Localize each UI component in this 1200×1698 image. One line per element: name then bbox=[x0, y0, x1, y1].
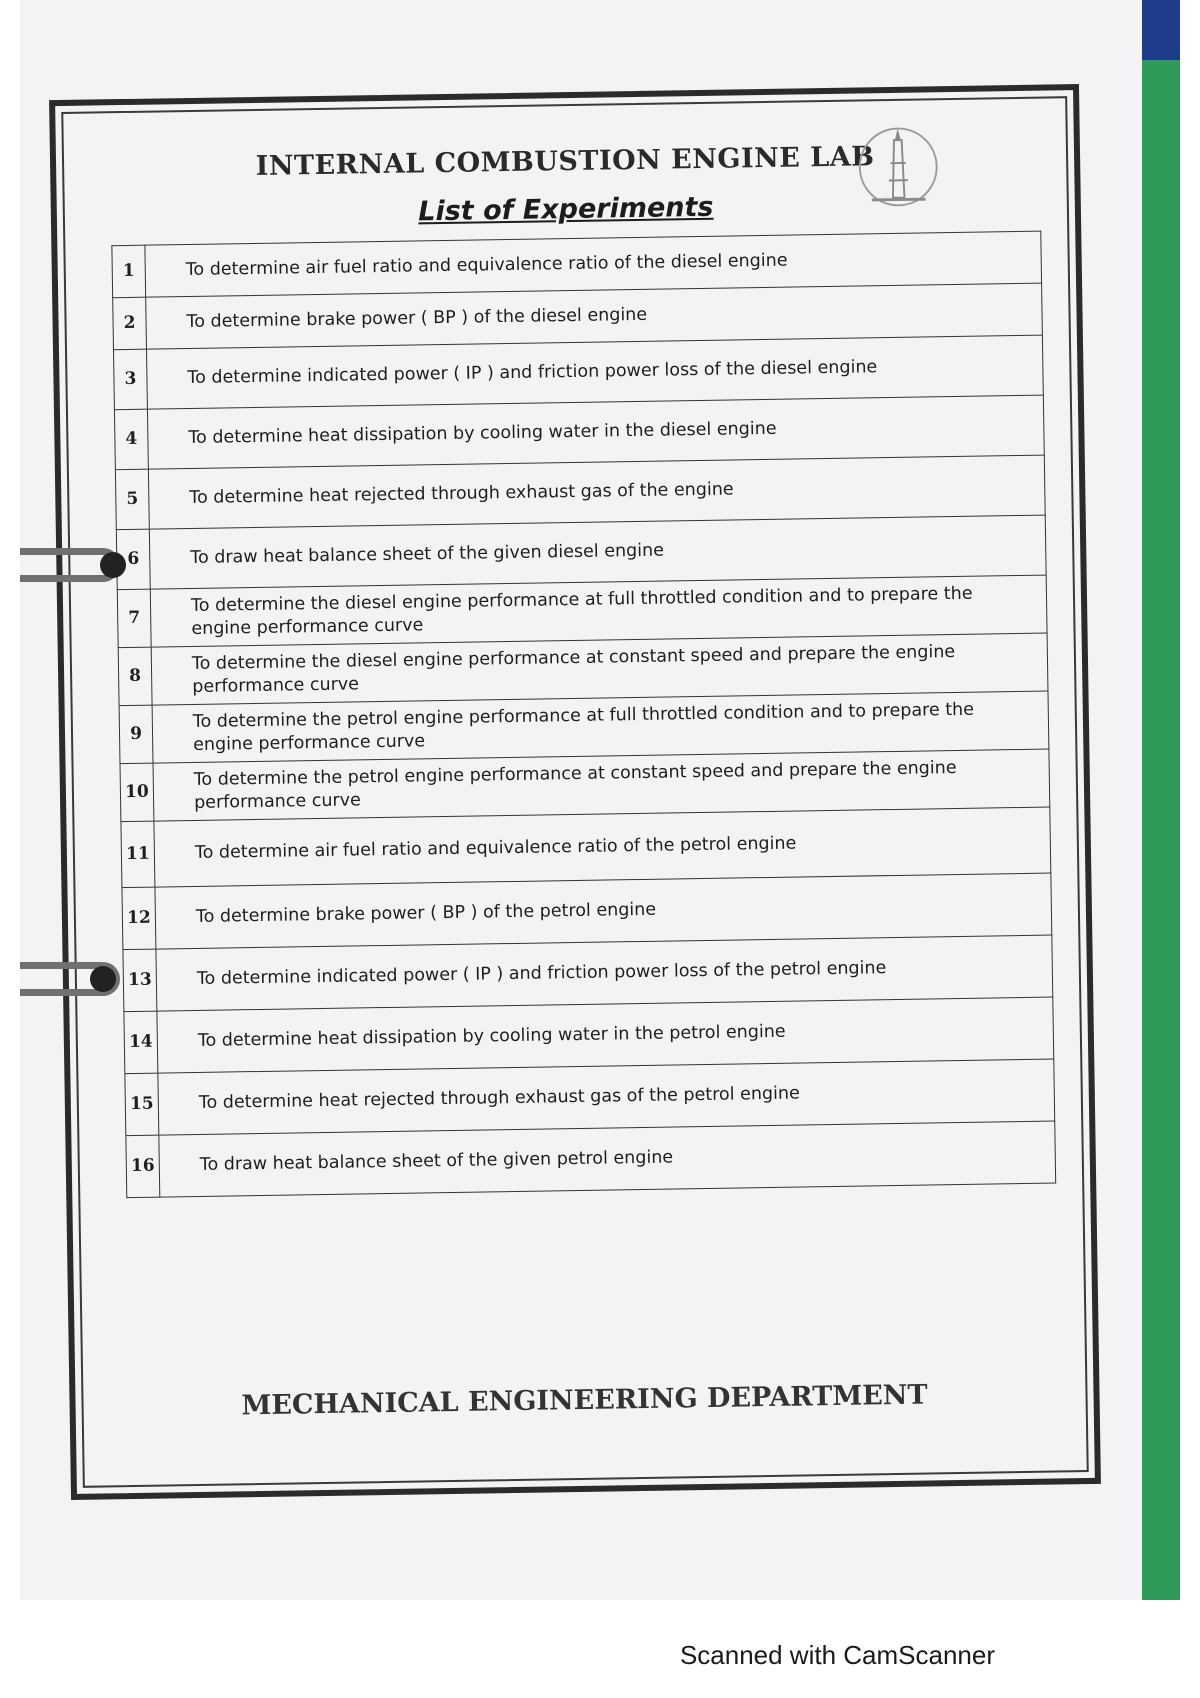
experiment-description: To determine heat rejected through exhaust gas of the petrol engine bbox=[158, 1059, 1055, 1135]
experiment-number: 5 bbox=[115, 469, 149, 530]
page-border bbox=[49, 84, 1101, 1500]
experiment-description: To determine the petrol engine performance at full throttled condition and to prepare the engine performance curve bbox=[152, 691, 1049, 763]
experiment-description: To determine heat dissipation by cooling water in the diesel engine bbox=[147, 395, 1044, 469]
experiment-description: To determine heat dissipation by cooling water in the petrol engine bbox=[157, 997, 1054, 1073]
experiment-number: 1 bbox=[112, 245, 146, 298]
experiment-description: To determine air fuel ratio and equivalence ratio of the petrol engine bbox=[154, 807, 1051, 887]
experiment-number: 2 bbox=[113, 297, 147, 350]
paper-sheet bbox=[20, 0, 1142, 1600]
experiment-description: To determine indicated power ( IP ) and friction power loss of the petrol engine bbox=[156, 935, 1053, 1011]
experiment-description: To draw heat balance sheet of the given petrol engine bbox=[159, 1121, 1056, 1197]
experiment-description: To determine the petrol engine performance at constant speed and prepare the engine performance curve bbox=[153, 749, 1050, 821]
experiment-number: 7 bbox=[117, 589, 151, 648]
experiment-number: 3 bbox=[113, 349, 147, 410]
experiment-description: To determine air fuel ratio and equivalence ratio of the diesel engine bbox=[145, 231, 1042, 297]
document-title: INTERNAL COMBUSTION ENGINE LAB bbox=[255, 141, 875, 182]
experiment-number: 16 bbox=[126, 1135, 160, 1198]
experiment-number: 14 bbox=[124, 1011, 158, 1074]
experiment-number: 12 bbox=[122, 887, 156, 950]
folder-green-edge bbox=[1142, 60, 1180, 1600]
experiment-description: To determine brake power ( BP ) of the petrol engine bbox=[155, 873, 1052, 949]
document-subtitle: List of Experiments bbox=[418, 191, 714, 228]
experiment-number: 13 bbox=[123, 949, 157, 1012]
table-row bbox=[126, 1121, 1056, 1198]
scanned-photo bbox=[20, 0, 1180, 1600]
minaret-emblem-icon bbox=[850, 120, 947, 217]
department-footer: MECHANICAL ENGINEERING DEPARTMENT bbox=[241, 1379, 928, 1422]
experiment-number: 6 bbox=[116, 529, 150, 590]
punch-hole bbox=[90, 966, 116, 992]
page-border-inner bbox=[61, 96, 1088, 1488]
experiments-table bbox=[111, 231, 1056, 1198]
camscanner-watermark: Scanned with CamScanner bbox=[679, 1640, 995, 1670]
experiment-description: To determine the diesel engine performance at full throttled condition and to prepare the engine performance curve bbox=[150, 575, 1047, 647]
experiment-number: 9 bbox=[119, 705, 153, 764]
experiment-description: To determine indicated power ( IP ) and friction power loss of the diesel engine bbox=[146, 335, 1043, 409]
experiment-number: 11 bbox=[121, 821, 155, 888]
experiment-description: To determine brake power ( BP ) of the diesel engine bbox=[146, 283, 1043, 349]
experiment-description: To determine heat rejected through exhaust gas of the engine bbox=[148, 455, 1045, 529]
experiment-number: 15 bbox=[125, 1073, 159, 1136]
experiment-description: To determine the diesel engine performance at constant speed and prepare the engine performance curve bbox=[151, 633, 1048, 705]
experiment-number: 8 bbox=[118, 647, 152, 706]
experiment-number: 10 bbox=[120, 763, 154, 822]
experiment-description: To draw heat balance sheet of the given diesel engine bbox=[149, 515, 1046, 589]
punch-hole bbox=[100, 552, 126, 578]
experiment-number: 4 bbox=[114, 409, 148, 470]
